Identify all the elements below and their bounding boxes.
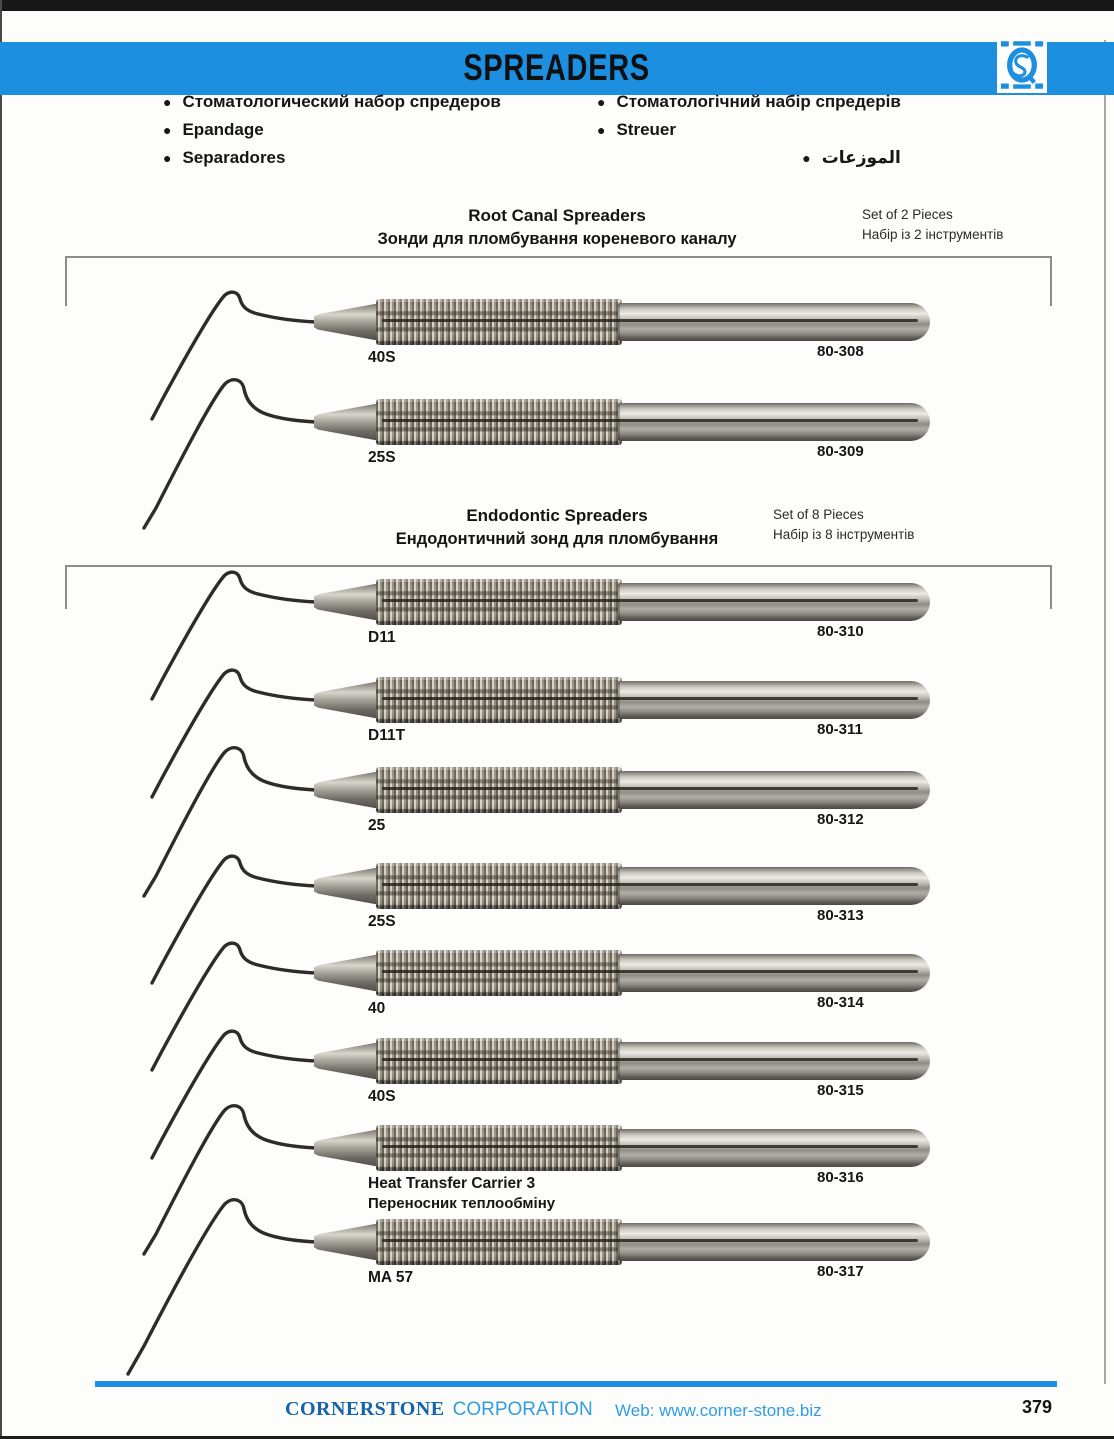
catalog-number: 80-311: [817, 721, 863, 738]
set-count-uk: Набір із 2 інструментів: [862, 227, 1004, 242]
top-border: [0, 0, 1114, 11]
instrument-handle: [618, 403, 930, 441]
instrument-grip: [376, 950, 622, 996]
instrument-midline: [382, 883, 918, 886]
section-set-info: [862, 205, 1003, 245]
bullet-text: Стоматологічний набір спредерів: [616, 92, 901, 111]
instrument-handle: [618, 681, 930, 719]
bullet-item: [163, 92, 501, 120]
catalog-number: 80-312: [817, 811, 864, 828]
instrument-grip: [376, 863, 622, 909]
bullet-item: [163, 120, 501, 148]
footer-web-address: Web: www.corner-stone.biz: [615, 1401, 822, 1420]
catalog-number: 80-313: [817, 907, 864, 924]
instrument-midline: [382, 1145, 918, 1148]
instrument-handle: [618, 954, 930, 992]
instrument-handle: [618, 771, 930, 809]
instrument-handle: [618, 1223, 930, 1261]
instrument-label: D11: [368, 629, 396, 646]
section-title-uk: Зонди для пломбування кореневого каналу: [377, 230, 737, 248]
bullet-text: الموزعات: [821, 148, 901, 167]
bullet-icon: ●: [163, 122, 172, 138]
instrument-midline: [382, 970, 918, 973]
instrument-label-secondary: Переносник теплообміну: [368, 1195, 556, 1212]
page-number: 379: [1022, 1397, 1053, 1417]
instrument-midline: [382, 1058, 918, 1061]
catalog-number: 80-316: [817, 1169, 864, 1186]
instrument-label: MA 57: [368, 1269, 414, 1286]
instrument-label: 40S: [368, 349, 396, 366]
company-suffix: CORPORATION: [452, 1399, 593, 1420]
bullet-text: Epandage: [182, 120, 264, 139]
instrument-grip: [376, 767, 622, 813]
logo-icon: [1000, 40, 1044, 90]
bullet-icon: ●: [597, 122, 606, 138]
bullet-text: Separadores: [182, 148, 286, 167]
instrument-label: Heat Transfer Carrier 3: [368, 1175, 536, 1192]
instrument-midline: [382, 787, 918, 790]
instrument-grip: [376, 1125, 622, 1171]
bullet-item: [163, 148, 501, 176]
instrument-label: 40: [368, 1000, 386, 1017]
instrument-label: 25S: [368, 913, 396, 930]
footer-company: [285, 1398, 593, 1421]
bullet-icon: ●: [163, 150, 172, 166]
section-title-uk: Ендодонтичний зонд для пломбування: [395, 530, 719, 548]
bullet-icon: ●: [163, 94, 172, 110]
instrument-label: 25: [368, 817, 386, 834]
catalog-number: 80-315: [817, 1082, 864, 1099]
instrument-grip: [376, 399, 622, 445]
instrument-label: 40S: [368, 1088, 396, 1105]
set-count-en: Set of 8 Pieces: [773, 507, 864, 522]
instrument-grip: [376, 1038, 622, 1084]
section-set-info: [773, 505, 914, 545]
section-title-en: Root Canal Spreaders: [468, 206, 646, 225]
set-count-uk: Набір із 8 інструментів: [773, 527, 915, 542]
instrument-midline: [382, 1239, 918, 1242]
catalog-number: 80-308: [817, 343, 864, 360]
bullet-item: [597, 148, 901, 176]
instrument-midline: [382, 697, 918, 700]
instrument-handle: [618, 1042, 930, 1080]
instrument-grip: [376, 1219, 622, 1265]
bullet-list-left: [163, 92, 501, 176]
instrument-grip: [376, 579, 622, 625]
catalog-number: 80-310: [817, 623, 864, 640]
company-name: CORNERSTONE: [285, 1398, 445, 1420]
instrument-midline: [382, 419, 918, 422]
instrument-handle: [618, 1129, 930, 1167]
bullet-icon: ●: [802, 150, 811, 166]
instrument-grip: [376, 677, 622, 723]
catalog-number: 80-309: [817, 443, 864, 460]
bullet-text: Streuer: [616, 120, 676, 139]
catalog-number: 80-317: [817, 1263, 864, 1280]
page-title: SPREADERS: [463, 47, 651, 88]
instrument-label: 25S: [368, 449, 396, 466]
bullet-icon: ●: [597, 94, 606, 110]
instrument-handle: [618, 583, 930, 621]
set-count-en: Set of 2 Pieces: [862, 207, 953, 222]
bullet-list-right: [597, 92, 901, 176]
instrument-handle: [618, 867, 930, 905]
instrument-label: D11T: [368, 727, 406, 744]
catalog-number: 80-314: [817, 994, 864, 1011]
instrument-handle: [618, 303, 930, 341]
instrument-midline: [382, 599, 918, 602]
cornerstone-logo: [997, 36, 1047, 93]
bullet-item: [597, 120, 901, 148]
bullet-text: Стоматологический набор спредеров: [182, 92, 501, 111]
bullet-item: [597, 92, 901, 120]
instrument-midline: [382, 319, 918, 322]
section-title-en: Endodontic Spreaders: [466, 506, 648, 525]
instrument-grip: [376, 299, 622, 345]
footer-rule: [95, 1381, 1057, 1387]
